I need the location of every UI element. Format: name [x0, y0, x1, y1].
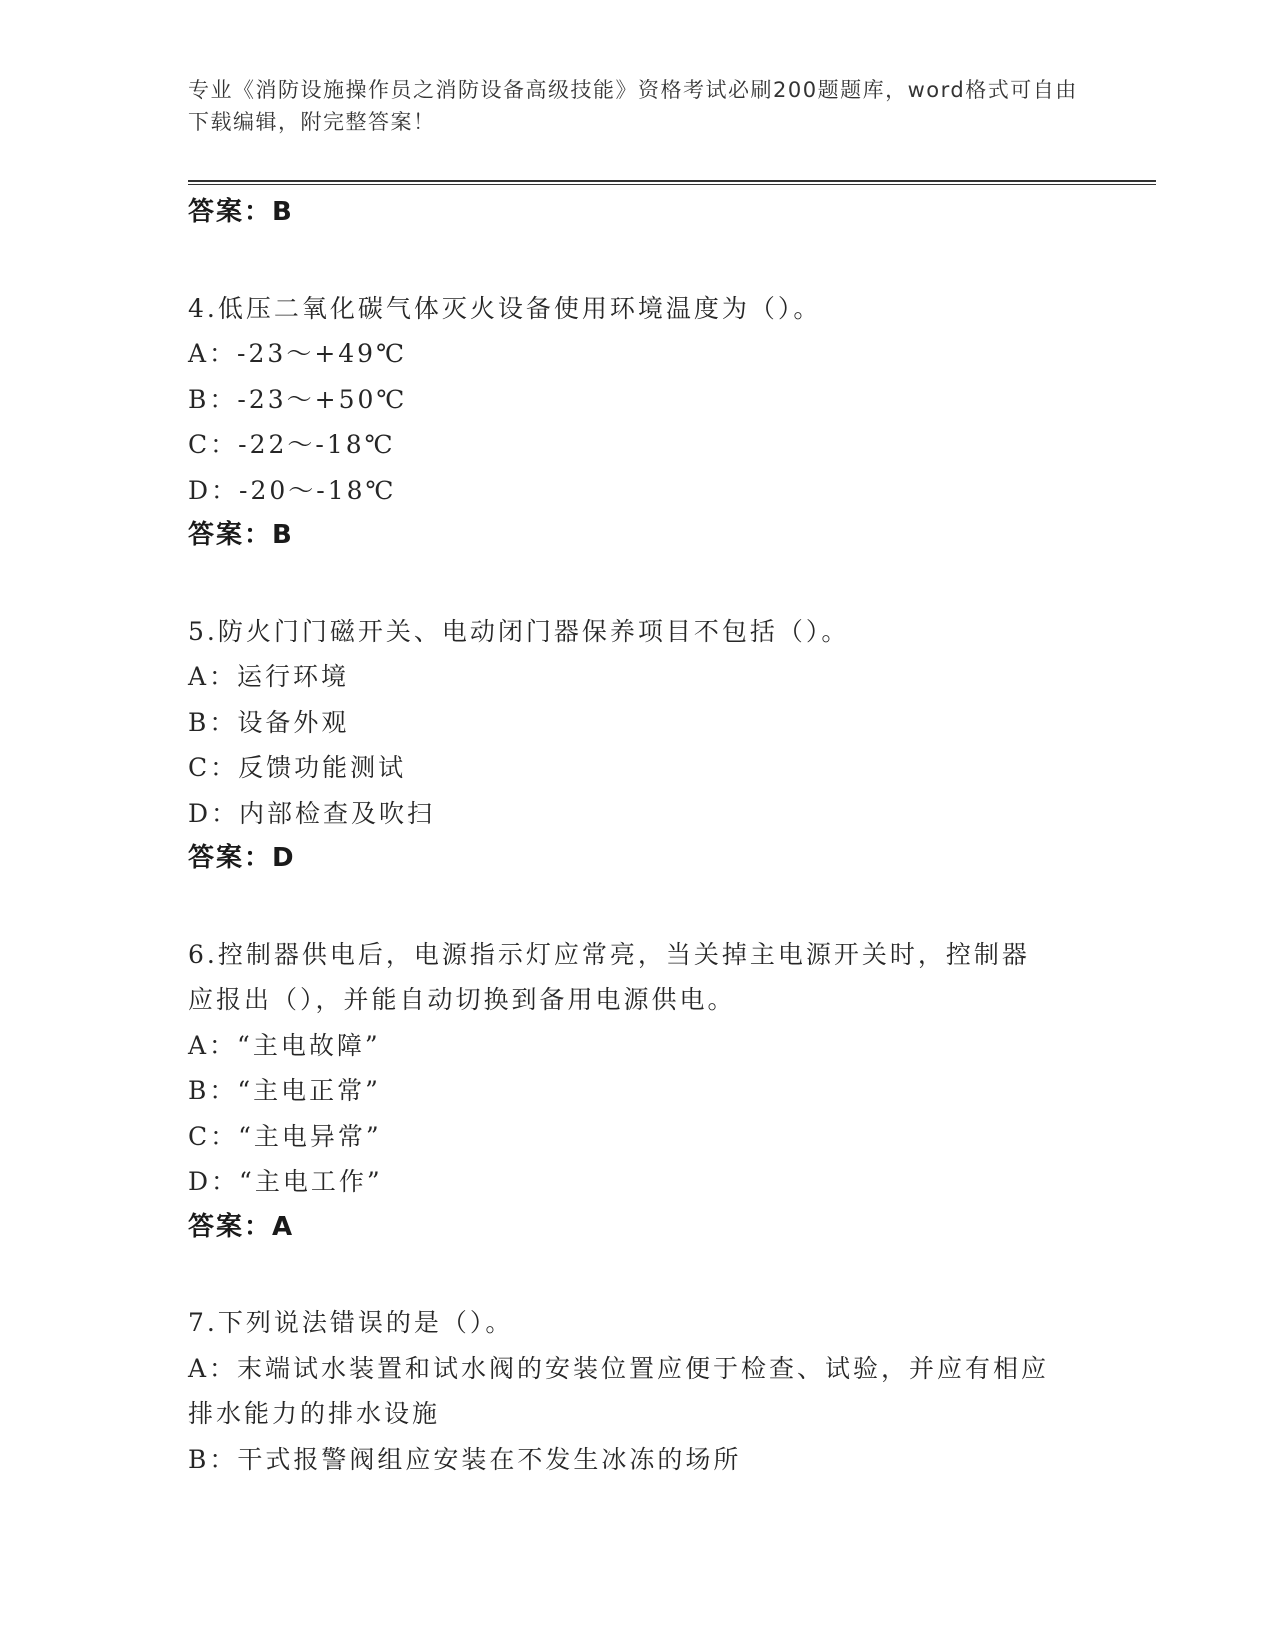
option-b: B：设备外观	[188, 707, 350, 737]
question-4	[188, 286, 1108, 559]
question-stem: 4.低压二氧化碳气体灭火设备使用环境温度为（）。	[188, 293, 822, 323]
option-c: C：-22～-18℃	[188, 430, 396, 459]
option-a-line-2: 排水能力的排水设施	[188, 1399, 441, 1428]
question-stem-line-1: 6.控制器供电后，电源指示灯应常亮，当关掉主电源开关时，控制器	[188, 939, 1030, 969]
header-rule-thin	[188, 184, 1156, 185]
answer-line: 答案：A	[188, 1211, 295, 1242]
question-stem-line-2: 应报出（），并能自动切换到备用电源供电。	[188, 985, 736, 1014]
option-b: B：“主电正常”	[188, 1076, 381, 1105]
document-header: 专业《消防设施操作员之消防设备高级技能》资格考试必刷200题题库，word格式可自由下载编辑，附完整答案！	[188, 78, 1078, 134]
option-b: B：-23～+50℃	[188, 384, 408, 414]
question-6	[188, 932, 1108, 1251]
question-stem: 5.防火门门磁开关、电动闭门器保养项目不包括（）。	[188, 616, 850, 646]
option-a: A：-23～+49℃	[188, 339, 408, 368]
answer-line: 答案：B	[188, 197, 294, 227]
answer-line: 答案：D	[188, 843, 296, 873]
option-a: A：运行环境	[188, 662, 350, 691]
option-d: D：内部检查及吹扫	[188, 798, 436, 828]
option-c: C：“主电异常”	[188, 1121, 382, 1151]
option-a-line-1: A：末端试水装置和试水阀的安装位置应便于检查、试验，并应有相应	[188, 1353, 1050, 1383]
option-a: A：“主电故障”	[188, 1030, 381, 1060]
option-c: C：反馈功能测试	[188, 753, 407, 782]
answer-line: 答案：B	[188, 520, 294, 550]
question-5	[188, 609, 1108, 882]
option-d: D：“主电工作”	[188, 1167, 383, 1196]
question-stem: 7.下列说法错误的是（）。	[188, 1308, 514, 1337]
question-7	[188, 1300, 1108, 1482]
header-rule	[188, 180, 1156, 182]
option-d: D：-20～-18℃	[188, 475, 397, 505]
question-list	[188, 190, 1108, 1482]
option-b: B：干式报警阀组应安装在不发生冰冻的场所	[188, 1444, 742, 1474]
